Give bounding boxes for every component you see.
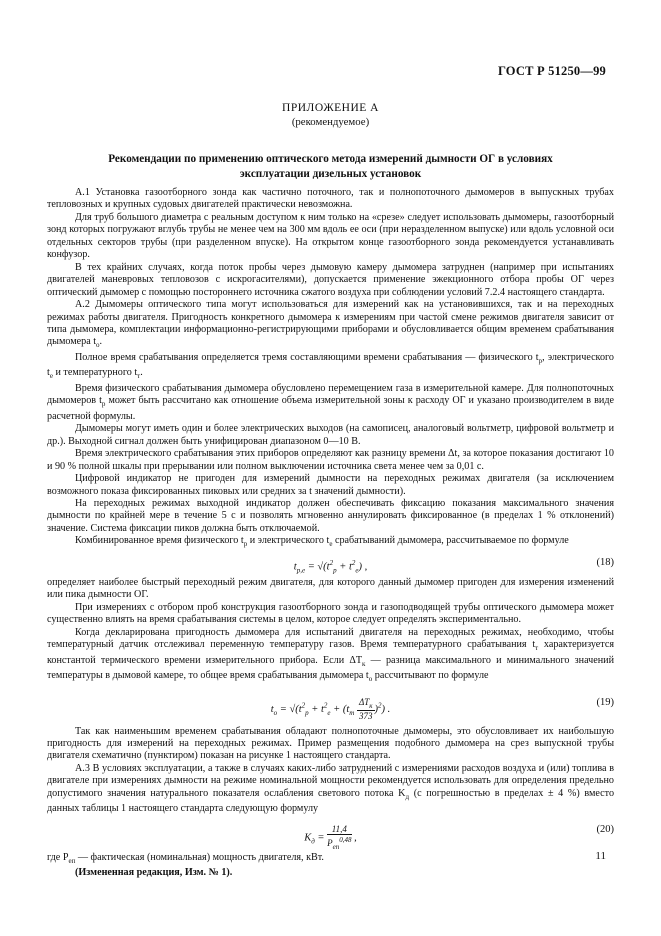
equation-19: $t_о = √(t^2_р + t^2_е + (t_т$ $\frac{\Delta T_к}{373}$ )$^2$) . (19) (270, 696, 614, 722)
equation-18: $t_{р,е} = √(t^2_р + t^2_е)$ , (18) (293, 556, 614, 575)
paragraph-a2: А.2 Дымомеры оптического типа могут использоваться для измерений как на установившихся, так и на переходных режимах работы двигателя. Пригодность конкретного дымомера к измерениям при частой смене режимов двигателя зависит от типа дымомера, комплектации информационно-регистрирующими приборами и обусловливается общим временем срабатывания дымомера $t_о$. (47, 299, 614, 350)
standard-code: ГОСТ Р 51250—99 (497, 64, 606, 78)
paragraph-a1: А.1 Установка газоотборного зонда как частично поточного, так и полнопоточного дымомеров в выпускных трубах тепловозных и крупных судовых двигателей практически невозможна. (47, 187, 614, 211)
appendix-title: ПРИЛОЖЕНИЕ А (282, 102, 379, 114)
equation-number: (20) (596, 823, 614, 835)
equation-20: $K_д$ = $\frac{11,4}{P_{еп}^{0,48}}$ , (20) (304, 823, 614, 851)
paragraph-pipes: Для труб большого диаметра с реальным доступом к ним только на «срезе» следует использовать дымомеры, газоотборный зонд которых погружают вглубь трубы не менее чем на 300 мм вдоль ее оси (при неразделенном выпуске) или вдоль условной оси отдельных секторов трубы (при разделенном впуске). На открытом конце газоотборного зонда рекомендуется устанавливать конфузор. (47, 211, 614, 261)
paragraph-transient: На переходных режимах выходной индикатор должен обеспечивать фиксацию показания максимального значения дымности по крайней мере в течение 5 с и позволять мгновенно аннулировать фиксированное (в пределах 1 % отклонений) значение. Система фиксации пиков должна быть отключаемой. (47, 498, 614, 534)
paragraph-a3: А.3 В условиях эксплуатации, а также в случаях каких-либо затруднений с измерениями расходов воздуха и (или) топлива в двигателе при измерениях дымности на режиме номинальной мощности рекомендуется использовать для определения предельно допустимого значения натурального показателя ослабления светового потока $K_д$ (с погрешностью в пределах ± 4 %) вместо данных таблицы 1 настоящего стандарта следующую формулу (47, 762, 615, 815)
paragraph-physical-time: Время физического срабатывания дымомера обусловлено перемещением газа в измерительной камере. Для полнопоточных дымомеров $t_р$ может быть рассчитано как отношение объема измерительной зоны к расходу ОГ и указано производителем в виде расчетной формулы. (47, 382, 614, 422)
paragraph-fastest-mode: определяет наиболее быстрый переходный режим двигателя, для которого данный дымомер пригоден для измерения изменений или пика дымности ОГ. (47, 576, 614, 601)
paragraph-where: где $P_{еп}$ — фактическая (номинальная) мощность двигателя, кВт. (47, 851, 324, 865)
paragraph-temperature: Когда декларирована пригодность дымомера для испытаний двигателя на переходных режимах, необходимо, чтобы температурный датчик отслеживал переменную температуру газов. Время температурного срабатывания $t_т$ характеризуется константой термического времени измерительного прибора. Если $\Delta T_к$ — разница максимального и минимального значений температуры в дымовой камере, то общее время срабатывания дымомера $t_о$ рассчитывают по формуле (47, 626, 615, 684)
paragraph-ejection: В тех крайних случаях, когда поток пробы через дымовую камеру дымомера затруднен (например при испытаниях двигателей маневровых тепловозов с искрогасителями), допускается применение эжекционного отбора пробы ОГ через оптический дымомер с помощью постороннего источника сжатого воздуха при соблюдении условий 7.2.4 настоящего стандарта. (47, 261, 614, 298)
equation-number: (18) (596, 556, 614, 568)
document-body (47, 187, 614, 880)
paragraph-outputs: Дымомеры могут иметь один и более электрических выходов (на самописец, аналоговый вольтметр, цифровой вольтметр и др.). Выходной сигнал должен быть унифицирован диапазоном 0—10 В. (47, 423, 614, 447)
page-number: 11 (595, 850, 606, 862)
amendment-note: (Измененная редакция, Изм. № 1). (75, 867, 233, 879)
appendix-subtitle: (рекомендуемое) (291, 116, 370, 128)
paragraph-digital-indicator: Цифровой индикатор не пригоден для измерений дымности на переходных режимах двигателя (за исключением возможного показа фиксированных пиковых или средних за t значений дымности). (47, 473, 614, 497)
paragraph-electrical-time: Время электрического срабатывания этих приборов определяют как разницу времени Δt, за которое показания достигают 10 и 90 % полной шкалы при прерывании или полном выключении источника света менее чем за 0,01 с. (47, 448, 614, 472)
paragraph-full-flow: Так как наименьшим временем срабатывания обладают полнопоточные дымомеры, это обусловливает их наибольшую пригодность для измерений на переходных режимах. Пример размещения подобного дымомера на срез выпускной трубы двигателя схематично (пунктиром) показан на рисунке 1 настоящего стандарта. (47, 725, 614, 762)
equation-number: (19) (596, 696, 614, 708)
paragraph-full-time: Полное время срабатывания определяется тремя составляющими времени срабатывания — физического $t_р$, электрического $t_е$ и температурного $t_т$. (47, 351, 614, 381)
document-title: Рекомендации по применению оптического метода измерений дымности ОГ в условиях эксплуатации дизельных установок (108, 153, 553, 180)
paragraph-combined-time: Комбинированное время физического $t_р$ и электрического $t_е$ срабатываний дымомера, рассчитываемое по формуле (75, 535, 569, 549)
paragraph-probe-design: При измерениях с отбором проб конструкция газоотборного зонда и газоподводящей трубы оптического дымомера может существенно влиять на время срабатывания системы в целом, которое следует определять экспериментально. (47, 601, 614, 626)
